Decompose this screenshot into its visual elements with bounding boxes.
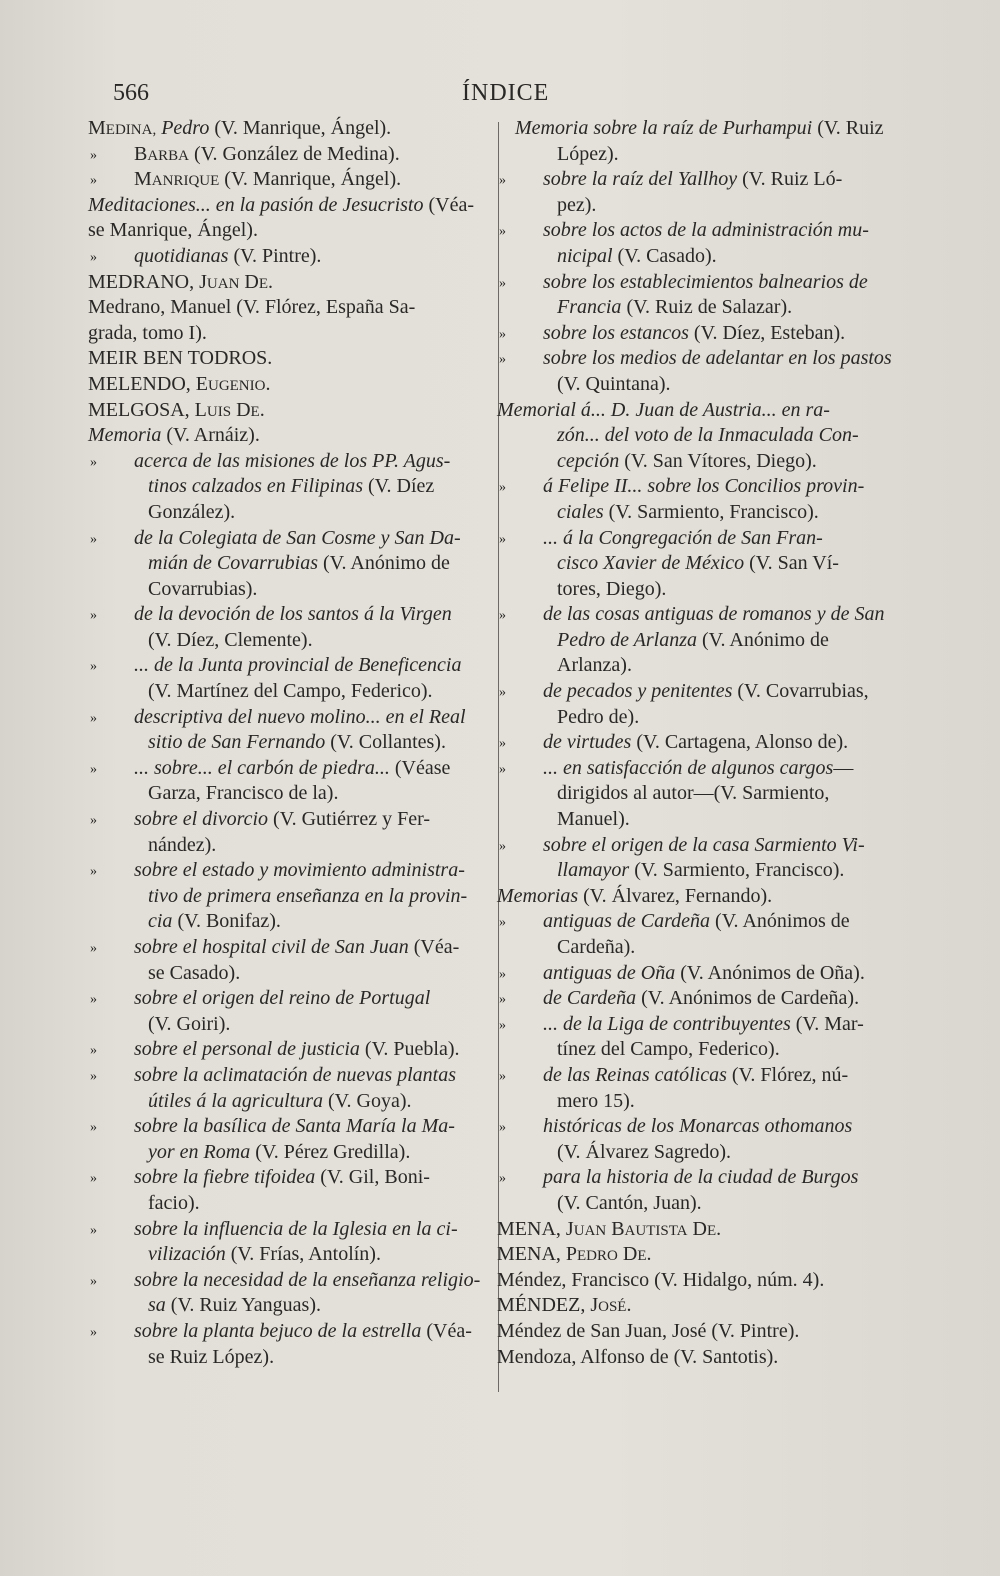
index-text: (V. Anónimos de Cardeña). xyxy=(636,987,860,1010)
ditto-mark: » xyxy=(90,1068,97,1084)
index-line xyxy=(88,1089,486,1115)
index-text: (V. Goiri). xyxy=(148,1012,231,1035)
index-text: se Casado). xyxy=(148,961,241,984)
index-text: MÉNDEZ, xyxy=(497,1294,591,1317)
ditto-mark: » xyxy=(90,1171,97,1187)
index-text: facio). xyxy=(148,1191,200,1214)
index-text: (V. Cantón, Juan). xyxy=(557,1191,702,1214)
index-line xyxy=(497,986,927,1012)
index-line xyxy=(88,142,486,168)
index-text: dirigidos al autor—(V. Sarmiento, xyxy=(557,782,830,805)
index-line xyxy=(497,244,927,270)
index-line xyxy=(497,858,927,884)
index-text: tinos calzados en Filipinas xyxy=(148,475,363,498)
index-text: (V. Arnáiz). xyxy=(161,424,260,447)
index-text: (V. González de Medina). xyxy=(189,142,400,165)
index-line xyxy=(497,628,927,654)
index-line xyxy=(497,1242,927,1268)
index-text: (Véa- xyxy=(408,936,460,958)
index-text: (V. Frías, Antolín). xyxy=(225,1243,381,1266)
index-line xyxy=(497,295,927,321)
index-text: MEDRANO, xyxy=(88,270,200,293)
index-line xyxy=(497,551,927,577)
index-line xyxy=(88,909,486,935)
index-text: Manuel). xyxy=(557,808,630,831)
index-text: Memorias xyxy=(497,884,579,907)
index-text: (V. Ruiz de Salazar). xyxy=(621,296,793,319)
index-line xyxy=(497,602,927,628)
index-text: BARBA xyxy=(134,142,190,165)
index-text: (V. Sarmiento, Francisco). xyxy=(603,500,819,523)
index-line xyxy=(88,1345,486,1371)
index-line xyxy=(497,961,927,987)
ditto-mark: » xyxy=(499,966,506,982)
index-text: (V. San Vítores, Diego). xyxy=(619,449,817,472)
ditto-mark: » xyxy=(499,275,506,291)
index-line xyxy=(497,1191,927,1217)
index-line xyxy=(88,1191,486,1217)
index-text: (V. San Ví- xyxy=(744,552,839,575)
index-text: . xyxy=(646,1243,652,1266)
running-head: ÍNDICE xyxy=(462,80,550,106)
index-line xyxy=(497,705,927,731)
ditto-mark: » xyxy=(499,915,506,931)
index-text: (V. Díez, Clemente). xyxy=(148,628,313,651)
index-line xyxy=(497,116,927,142)
index-text: (V. Álvarez Sagredo). xyxy=(557,1140,732,1163)
index-text: (V. Puebla). xyxy=(359,1038,460,1061)
index-text: López). xyxy=(557,142,619,165)
index-line xyxy=(88,961,486,987)
index-text: ... en satisfacción de algunos cargos xyxy=(543,756,834,779)
index-text: González). xyxy=(148,500,236,523)
ditto-mark: » xyxy=(499,685,506,701)
index-text: (Véase xyxy=(389,756,451,779)
index-text: Medrano, Manuel (V. Flórez, España Sa- xyxy=(88,296,416,319)
index-text: (V. Mar- xyxy=(790,1012,864,1035)
page-number: 566 xyxy=(113,80,149,106)
index-line xyxy=(497,1114,927,1140)
index-text: sobre el personal de justicia xyxy=(134,1038,360,1061)
index-line xyxy=(497,398,927,424)
index-text: JOSÉ xyxy=(590,1294,627,1317)
index-line xyxy=(497,346,927,372)
index-line xyxy=(88,833,486,859)
index-column-left xyxy=(88,116,486,1370)
index-text: (V. Anónimo de xyxy=(318,552,450,575)
index-text: grada, tomo I). xyxy=(88,321,207,344)
index-text: Francia xyxy=(557,296,622,319)
index-text: zón... del voto de la Inmaculada Con- xyxy=(557,424,859,447)
index-text: (Véa- xyxy=(421,1319,472,1342)
index-line xyxy=(497,526,927,552)
index-text: mero 15). xyxy=(557,1089,635,1112)
index-text: á Felipe II... sobre los Concilios provin- xyxy=(543,475,865,498)
index-text: JUAN DE xyxy=(199,270,269,293)
index-line xyxy=(88,372,486,398)
index-text: (V. Sarmiento, Francisco). xyxy=(629,859,845,882)
ditto-mark: » xyxy=(90,710,97,726)
index-line xyxy=(88,935,486,961)
ditto-mark: » xyxy=(499,1120,506,1136)
ditto-mark: » xyxy=(90,1222,97,1238)
index-text: de la devoción de los santos á la Virgen xyxy=(134,603,452,626)
index-text: sa xyxy=(148,1294,166,1317)
index-text: ... de la Liga de contribuyentes xyxy=(543,1012,791,1035)
ditto-mark: » xyxy=(90,1043,97,1059)
index-text: MELGOSA, xyxy=(88,398,195,421)
index-text: históricas de los Monarcas othomanos xyxy=(543,1115,853,1138)
index-text: Memoria xyxy=(88,424,162,447)
ditto-mark: » xyxy=(90,813,97,829)
index-line xyxy=(88,449,486,475)
index-text: cia xyxy=(148,910,173,933)
index-line xyxy=(88,270,486,296)
index-line xyxy=(88,244,486,270)
index-line xyxy=(497,1012,927,1038)
index-text: de las Reinas católicas xyxy=(543,1063,727,1086)
index-text: (V. Quintana). xyxy=(557,372,671,395)
index-text: sobre el origen del reino de Portugal xyxy=(134,987,431,1010)
index-text: cepción xyxy=(557,449,620,472)
index-text: sobre los medios de adelantar en los pastos xyxy=(543,347,892,370)
index-line xyxy=(497,756,927,782)
index-text: antiguas de Oña xyxy=(543,961,676,984)
index-text: Meditaciones... en la pasión de Jesucristo xyxy=(88,193,424,216)
index-text: MENA, xyxy=(497,1217,566,1240)
index-text: (V. Martínez del Campo, Federico). xyxy=(148,680,433,703)
ditto-mark: » xyxy=(499,531,506,547)
index-line xyxy=(497,270,927,296)
ditto-mark: » xyxy=(499,838,506,854)
index-text: pez). xyxy=(557,193,597,216)
index-text: ... sobre... el carbón de piedra... xyxy=(134,756,390,779)
index-text: sobre los estancos xyxy=(543,321,689,344)
index-text: Memorial á... D. Juan de Austria... en ra- xyxy=(497,398,830,421)
index-text: se Manrique, Ángel). xyxy=(88,219,258,242)
ditto-mark: » xyxy=(499,224,506,240)
index-line xyxy=(497,1140,927,1166)
index-line xyxy=(88,1217,486,1243)
index-text: Pedro xyxy=(161,117,210,139)
index-line xyxy=(497,679,927,705)
index-text: (V. Díez, Esteban). xyxy=(688,321,846,344)
index-text: de Cardeña xyxy=(543,987,637,1010)
index-text: ... de la Junta provincial de Beneficencia xyxy=(134,654,462,677)
ditto-mark: » xyxy=(90,941,97,956)
index-line xyxy=(88,218,486,244)
ditto-mark: » xyxy=(499,736,506,752)
index-text: (V. Manrique, Ángel). xyxy=(209,117,392,139)
index-text: tínez del Campo, Federico). xyxy=(557,1038,780,1061)
index-line xyxy=(88,526,486,552)
index-text: sobre el estado y movimiento administra- xyxy=(134,859,465,882)
index-text: (V. Manrique, Ángel). xyxy=(219,168,402,191)
ditto-mark: » xyxy=(90,659,97,675)
index-text: sitio de San Fernando xyxy=(148,731,326,754)
ditto-mark: » xyxy=(499,1017,506,1033)
ditto-mark: » xyxy=(90,173,97,189)
index-text: MEDINA, xyxy=(88,117,157,139)
index-text: sobre los establecimientos balnearios de xyxy=(543,270,868,293)
index-line xyxy=(88,1268,486,1294)
index-text: JUAN BAUTISTA DE xyxy=(565,1217,717,1240)
ditto-mark: » xyxy=(90,992,97,1008)
index-text: acerca de las misiones de los PP. Agus- xyxy=(134,449,451,472)
index-line xyxy=(88,781,486,807)
index-line xyxy=(497,1319,927,1345)
ditto-mark: » xyxy=(90,761,97,777)
index-line xyxy=(88,679,486,705)
index-line xyxy=(497,935,927,961)
ditto-mark: » xyxy=(90,147,97,163)
ditto-mark: » xyxy=(90,1120,97,1136)
index-line xyxy=(88,500,486,526)
index-text: (V. Gutiérrez y Fer- xyxy=(268,808,430,831)
index-text: antiguas de Cardeña xyxy=(543,910,711,933)
index-text: . xyxy=(716,1217,722,1240)
index-text: (V. Cartagena, Alonso de). xyxy=(631,731,849,754)
index-text: mián de Covarrubias xyxy=(148,552,318,575)
index-line xyxy=(88,705,486,731)
index-text: . xyxy=(268,270,274,293)
index-line xyxy=(88,295,486,321)
index-line xyxy=(497,218,927,244)
index-line xyxy=(497,321,927,347)
index-line xyxy=(88,1037,486,1063)
index-line xyxy=(497,884,927,910)
index-text: — xyxy=(833,756,854,779)
index-text: llamayor xyxy=(557,859,630,882)
index-line xyxy=(497,193,927,219)
index-line xyxy=(88,628,486,654)
index-text: de virtudes xyxy=(543,731,632,754)
index-line xyxy=(497,653,927,679)
index-line xyxy=(497,167,927,193)
index-line xyxy=(88,1140,486,1166)
index-text: (Véa- xyxy=(423,193,475,216)
index-line xyxy=(497,833,927,859)
index-text: sobre el divorcio xyxy=(134,808,269,831)
index-text: (V. Pérez Gredilla). xyxy=(250,1140,411,1163)
index-text: yor en Roma xyxy=(148,1140,251,1163)
index-text: sobre el origen de la casa Sarmiento Vi- xyxy=(543,833,865,856)
index-text: de pecados y penitentes xyxy=(543,680,733,703)
index-line xyxy=(88,474,486,500)
index-text: Pedro de Arlanza xyxy=(557,628,697,651)
index-text: Mendoza, Alfonso de (V. Santotis). xyxy=(497,1345,779,1368)
ditto-mark: » xyxy=(499,1171,506,1187)
index-line xyxy=(497,730,927,756)
index-line xyxy=(88,193,486,219)
index-text: MENA, xyxy=(497,1243,566,1266)
index-text: sobre la basílica de Santa María la Ma- xyxy=(134,1115,455,1138)
index-line xyxy=(88,730,486,756)
index-text: (V. Goya). xyxy=(323,1089,412,1112)
index-line xyxy=(88,1319,486,1345)
index-line xyxy=(88,423,486,449)
index-text: descriptiva del nuevo molino... en el Real xyxy=(134,705,466,728)
index-text: (V. Anónimos de xyxy=(710,910,850,933)
index-text: sobre la planta bejuco de la estrella xyxy=(134,1319,422,1342)
ditto-mark: » xyxy=(499,761,506,777)
index-text: sobre la aclimatación de nuevas plantas xyxy=(134,1063,456,1086)
index-text: sobre la necesidad de la enseñanza religio- xyxy=(134,1268,481,1291)
index-text: Méndez de San Juan, José (V. Pintre). xyxy=(497,1319,800,1342)
index-text: (V. Díez xyxy=(363,475,435,498)
index-line xyxy=(497,1063,927,1089)
ditto-mark: » xyxy=(90,1324,97,1340)
index-text: . xyxy=(259,398,265,421)
index-text: ciales xyxy=(557,500,604,523)
index-line xyxy=(497,474,927,500)
index-text: tores, Diego). xyxy=(557,577,667,600)
index-line xyxy=(497,1089,927,1115)
index-text: Covarrubias). xyxy=(148,577,258,600)
index-text: sobre los actos de la administración mu- xyxy=(543,219,869,242)
index-text: para la historia de la ciudad de Burgos xyxy=(543,1166,859,1189)
index-line xyxy=(88,884,486,910)
index-line xyxy=(497,372,927,398)
index-line xyxy=(88,807,486,833)
index-text: se Ruiz López). xyxy=(148,1345,275,1368)
ditto-mark: » xyxy=(90,1273,97,1289)
ditto-mark: » xyxy=(499,326,506,342)
index-text: (V. Bonifaz). xyxy=(172,910,281,933)
index-text: Memoria sobre la raíz de Purhampui xyxy=(515,117,813,139)
ditto-mark: » xyxy=(90,864,97,880)
index-line xyxy=(497,1165,927,1191)
index-line xyxy=(88,1293,486,1319)
index-line xyxy=(497,142,927,168)
index-line xyxy=(497,807,927,833)
index-line xyxy=(88,1165,486,1191)
index-line xyxy=(497,781,927,807)
index-text: (V. Gil, Boni- xyxy=(315,1166,430,1189)
index-text: MELENDO, xyxy=(88,372,196,395)
index-text: tivo de primera enseñanza en la provin- xyxy=(148,884,468,907)
index-text: (V. Anónimos de Oña). xyxy=(675,961,865,984)
index-line xyxy=(88,602,486,628)
index-text: de las cosas antiguas de romanos y de San xyxy=(543,603,885,626)
index-line xyxy=(497,1293,927,1319)
index-text: (V. Pintre). xyxy=(228,244,322,267)
ditto-mark: » xyxy=(499,608,506,624)
index-line xyxy=(88,346,486,372)
ditto-mark: » xyxy=(499,1068,506,1084)
index-text: (V. Flórez, nú- xyxy=(726,1063,849,1086)
index-text: . xyxy=(265,372,271,395)
index-line xyxy=(88,551,486,577)
index-text: sobre la raíz del Yallhoy xyxy=(543,168,738,191)
index-text: (V. Ruiz Ló- xyxy=(737,168,843,191)
index-line xyxy=(88,858,486,884)
index-line xyxy=(497,1037,927,1063)
index-text: (V. Casado). xyxy=(612,244,717,267)
ditto-mark: » xyxy=(499,992,506,1008)
ditto-mark: » xyxy=(499,480,506,496)
index-line xyxy=(88,1063,486,1089)
index-text: Arlanza). xyxy=(557,654,632,677)
index-text: Cardeña). xyxy=(557,936,636,958)
index-text: sobre la influencia de la Iglesia en la ci- xyxy=(134,1217,458,1240)
index-line xyxy=(497,577,927,603)
ditto-mark: » xyxy=(90,531,97,547)
index-text: (V. Ruiz Yanguas). xyxy=(165,1294,321,1317)
index-line xyxy=(497,1268,927,1294)
index-line xyxy=(88,321,486,347)
ditto-mark: » xyxy=(90,608,97,624)
index-line xyxy=(88,116,486,142)
ditto-mark: » xyxy=(499,352,506,368)
index-line xyxy=(88,1242,486,1268)
index-text: quotidianas xyxy=(134,244,229,267)
index-line xyxy=(497,500,927,526)
index-line xyxy=(497,423,927,449)
index-line xyxy=(88,986,486,1012)
ditto-mark: » xyxy=(499,173,506,189)
index-text: (V. Álvarez, Fernando). xyxy=(578,884,773,907)
index-column-right xyxy=(497,116,927,1370)
index-text: sobre la fiebre tifoidea xyxy=(134,1166,316,1189)
index-text: vilización xyxy=(148,1243,226,1266)
index-line xyxy=(88,756,486,782)
index-line xyxy=(88,1012,486,1038)
index-text: EUGENIO xyxy=(195,372,266,395)
index-line xyxy=(497,1217,927,1243)
index-line xyxy=(88,653,486,679)
index-text: nández). xyxy=(148,833,217,856)
index-text: útiles á la agricultura xyxy=(148,1089,323,1112)
index-line xyxy=(497,1345,927,1371)
index-text: . xyxy=(626,1294,632,1317)
index-text: Pedro de). xyxy=(557,705,640,728)
ditto-mark: » xyxy=(90,454,97,470)
index-line xyxy=(88,577,486,603)
ditto-mark: » xyxy=(90,249,97,265)
index-text: cisco Xavier de México xyxy=(557,552,745,575)
index-text: sobre el hospital civil de San Juan xyxy=(134,936,409,958)
index-line xyxy=(88,167,486,193)
index-text: (V. Anónimo de xyxy=(697,628,829,651)
index-text: (V. Collantes). xyxy=(325,731,446,754)
index-line xyxy=(497,449,927,475)
index-text: LUIS DE xyxy=(194,398,260,421)
index-text: ... á la Congregación de San Fran- xyxy=(543,526,823,549)
index-text: (V. Covarrubias, xyxy=(732,680,869,703)
index-text: nicipal xyxy=(557,244,613,267)
index-line xyxy=(497,909,927,935)
index-text: Méndez, Francisco (V. Hidalgo, núm. 4). xyxy=(497,1268,825,1291)
index-line xyxy=(88,1114,486,1140)
index-text: PEDRO DE xyxy=(565,1243,647,1266)
index-text: MEIR BEN TODROS. xyxy=(88,347,273,370)
index-text: MANRIQUE xyxy=(134,168,220,191)
index-line xyxy=(88,398,486,424)
index-text: (V. Ruiz xyxy=(812,117,884,139)
index-text: Garza, Francisco de la). xyxy=(148,782,339,805)
index-text: de la Colegiata de San Cosme y San Da- xyxy=(134,526,461,549)
